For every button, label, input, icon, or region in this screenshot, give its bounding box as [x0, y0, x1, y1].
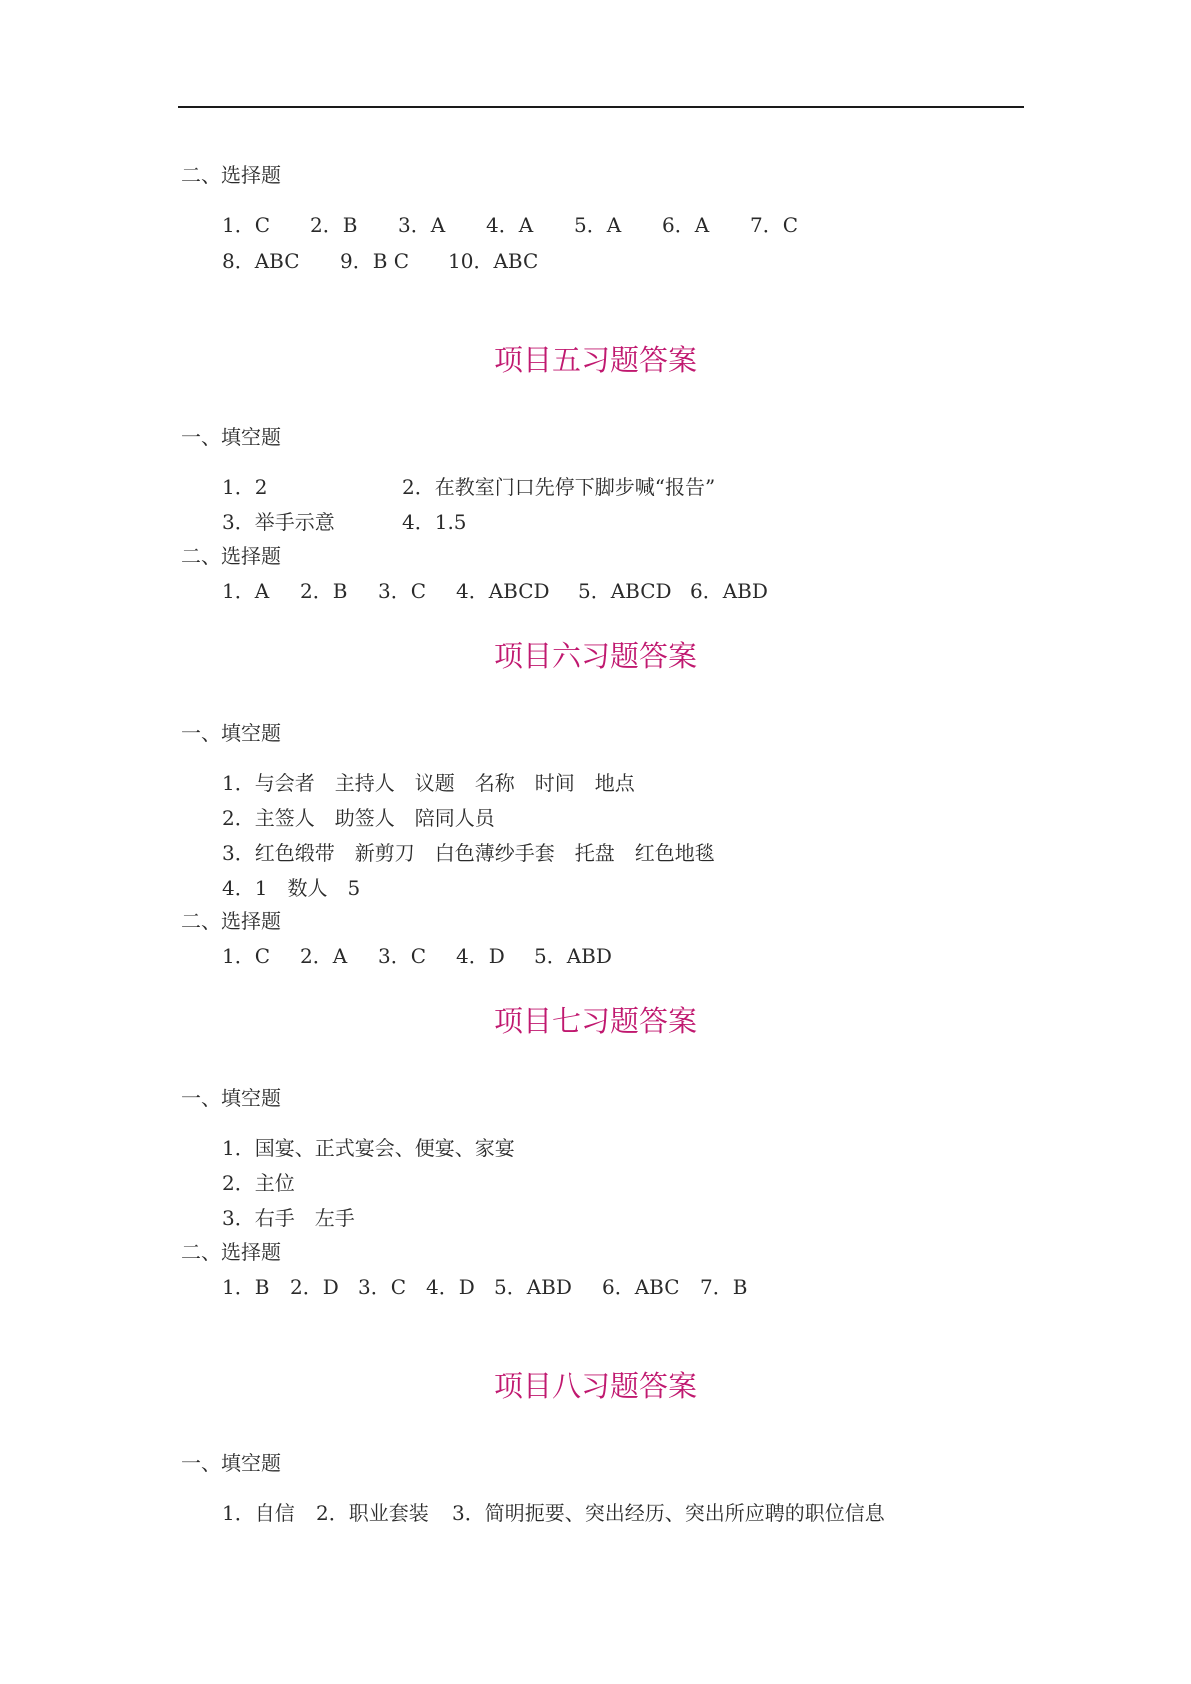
- answer-item: 2．B: [300, 579, 348, 603]
- answer-item: 3．举手示意: [222, 510, 335, 534]
- section-title-part8: 项目八习题答案: [493, 1369, 697, 1403]
- part8-fill-row: [0, 1500, 1191, 1526]
- part4-choice-row2: [0, 248, 1191, 274]
- answer-item: 7．B: [700, 1275, 748, 1299]
- part8-fill-heading: 一、填空题: [181, 1451, 281, 1475]
- answer-line: 3．右手 左手: [222, 1206, 355, 1230]
- section-title-part7: 项目七习题答案: [493, 1004, 697, 1038]
- answer-item: 4．D: [456, 944, 505, 968]
- answer-item: 2．A: [300, 944, 348, 968]
- answer-line: 2．主签人 助签人 陪同人员: [222, 806, 495, 830]
- answer-item: 1．B: [222, 1275, 270, 1299]
- answer-line: 3．红色缎带 新剪刀 白色薄纱手套 托盘 红色地毯: [222, 841, 715, 865]
- answer-item: 8．ABC: [222, 249, 300, 273]
- answer-item: 2．B: [310, 213, 358, 237]
- answer-item: 2．在教室门口先停下脚步喊“报告”: [402, 475, 716, 499]
- part5-fill-row2: [0, 509, 1191, 535]
- answer-item: 6．ABD: [690, 579, 768, 603]
- answer-item: 6．ABC: [602, 1275, 680, 1299]
- answer-item: 1．2: [222, 475, 268, 499]
- answer-line: 2．主位: [222, 1171, 295, 1195]
- part7-fill-heading: 一、填空题: [181, 1086, 281, 1110]
- answer-item: 1．C: [222, 944, 271, 968]
- answer-item: 2．职业套装: [316, 1501, 429, 1525]
- answer-item: 3．C: [358, 1275, 407, 1299]
- part5-choice-heading: 二、选择题: [181, 544, 281, 568]
- part6-choice-row: [0, 943, 1191, 969]
- answer-item: 4．ABCD: [456, 579, 550, 603]
- answer-item: 1．A: [222, 579, 270, 603]
- header-rule: [178, 106, 1024, 108]
- part5-choice-row: [0, 578, 1191, 604]
- answer-item: 4．D: [426, 1275, 475, 1299]
- answer-item: 1．自信: [222, 1501, 295, 1525]
- answer-item: 1．C: [222, 213, 271, 237]
- answer-item: 5．ABCD: [578, 579, 672, 603]
- answer-item: 2．D: [290, 1275, 339, 1299]
- part7-choice-row: [0, 1274, 1191, 1300]
- answer-item: 5．A: [574, 213, 622, 237]
- part7-choice-heading: 二、选择题: [181, 1240, 281, 1264]
- answer-item: 7．C: [750, 213, 799, 237]
- section-title-part6: 项目六习题答案: [493, 639, 697, 673]
- part4-choice-row1: [0, 212, 1191, 238]
- section-title-part5: 项目五习题答案: [493, 343, 697, 377]
- answer-item: 4．A: [486, 213, 534, 237]
- answer-item: 3．A: [398, 213, 446, 237]
- part5-fill-heading: 一、填空题: [181, 425, 281, 449]
- answer-item: 3．简明扼要、突出经历、突出所应聘的职位信息: [452, 1501, 885, 1525]
- part5-fill-row1: [0, 474, 1191, 500]
- answer-item: 9．B C: [340, 249, 410, 273]
- part6-choice-heading: 二、选择题: [181, 909, 281, 933]
- answer-item: 3．C: [378, 944, 427, 968]
- answer-item: 6．A: [662, 213, 710, 237]
- answer-item: 5．ABD: [534, 944, 612, 968]
- answer-item: 10．ABC: [448, 249, 539, 273]
- part4-choice-heading: 二、选择题: [181, 163, 281, 187]
- answer-item: 3．C: [378, 579, 427, 603]
- answer-line: 1．国宴、正式宴会、便宴、家宴: [222, 1136, 515, 1160]
- part6-fill-heading: 一、填空题: [181, 721, 281, 745]
- answer-item: 5．ABD: [494, 1275, 572, 1299]
- answer-line: 4．1 数人 5: [222, 876, 361, 900]
- answer-item: 4．1.5: [402, 510, 467, 534]
- answer-line: 1．与会者 主持人 议题 名称 时间 地点: [222, 771, 635, 795]
